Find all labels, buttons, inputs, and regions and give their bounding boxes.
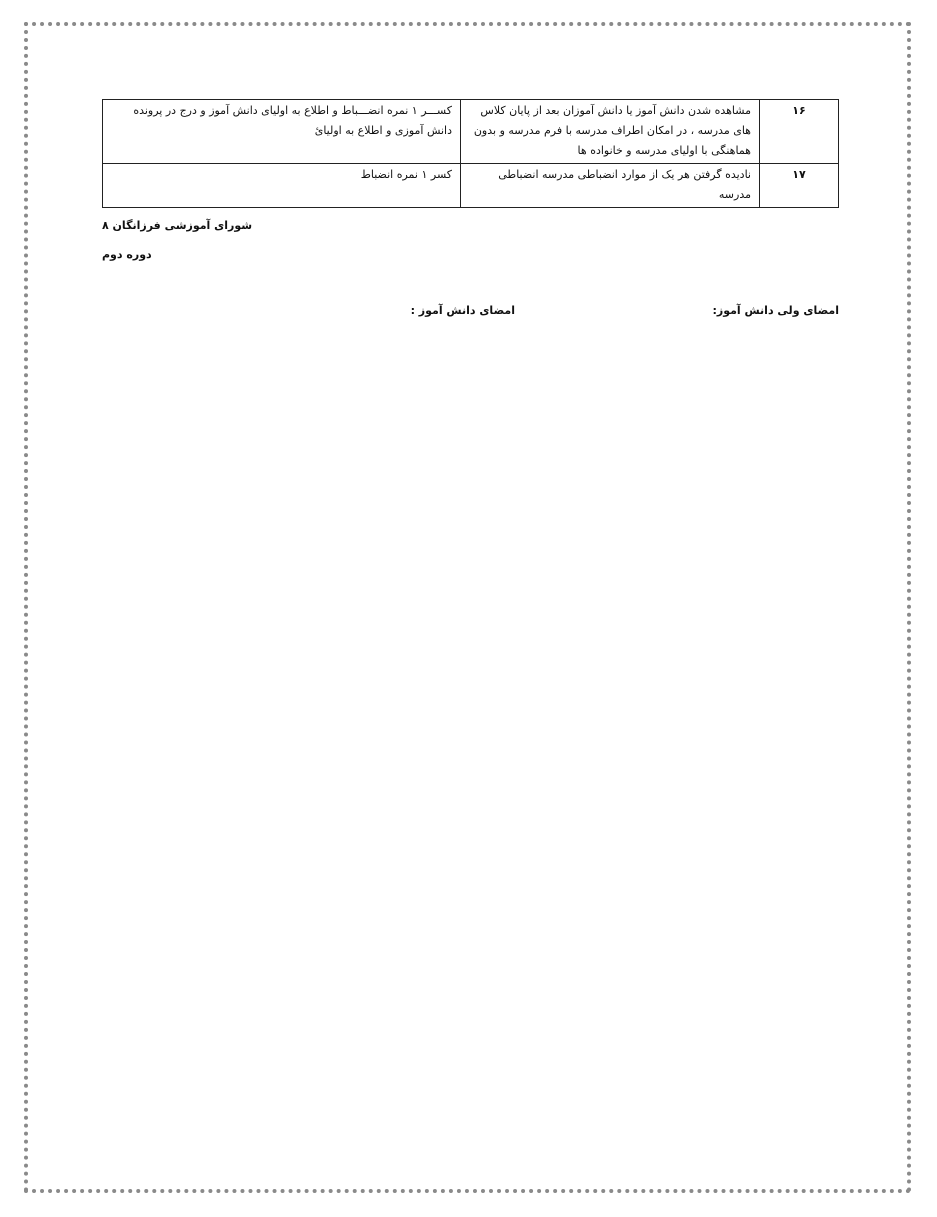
rule-description: نادیده گرفتن هر یک از موارد انضباطی مدرسه انضباطی مدرسه [461, 164, 760, 208]
guardian-signature-label: امضای ولی دانش آموز: [712, 304, 839, 317]
school-period: دوره دوم [102, 248, 152, 261]
rule-number: ۱۶ [760, 100, 839, 164]
table-row [103, 164, 839, 208]
rule-number: ۱۷ [760, 164, 839, 208]
table-row [103, 100, 839, 164]
rule-action: کســـر ۱ نمره انضـــباط و اطلاع به اولیای دانش آموز و درج در پرونده دانش آموزی و اطلاع به اولیائ [103, 100, 461, 164]
council-name: شورای آموزشی فرزانگان ۸ [102, 219, 253, 232]
rule-description: مشاهده شدن دانش آموز یا دانش آموزان بعد از پایان کلاس های مدرسه ، در امکان اطراف مدرسه با فرم مدرسه و بدون هماهنگی با اولیای مدرسه و خانواده ها [461, 100, 760, 164]
rule-action: کسر ۱ نمره انضباط [103, 164, 461, 208]
disciplinary-rules-table [102, 99, 839, 208]
student-signature-label: امضای دانش آموز : [410, 304, 515, 317]
